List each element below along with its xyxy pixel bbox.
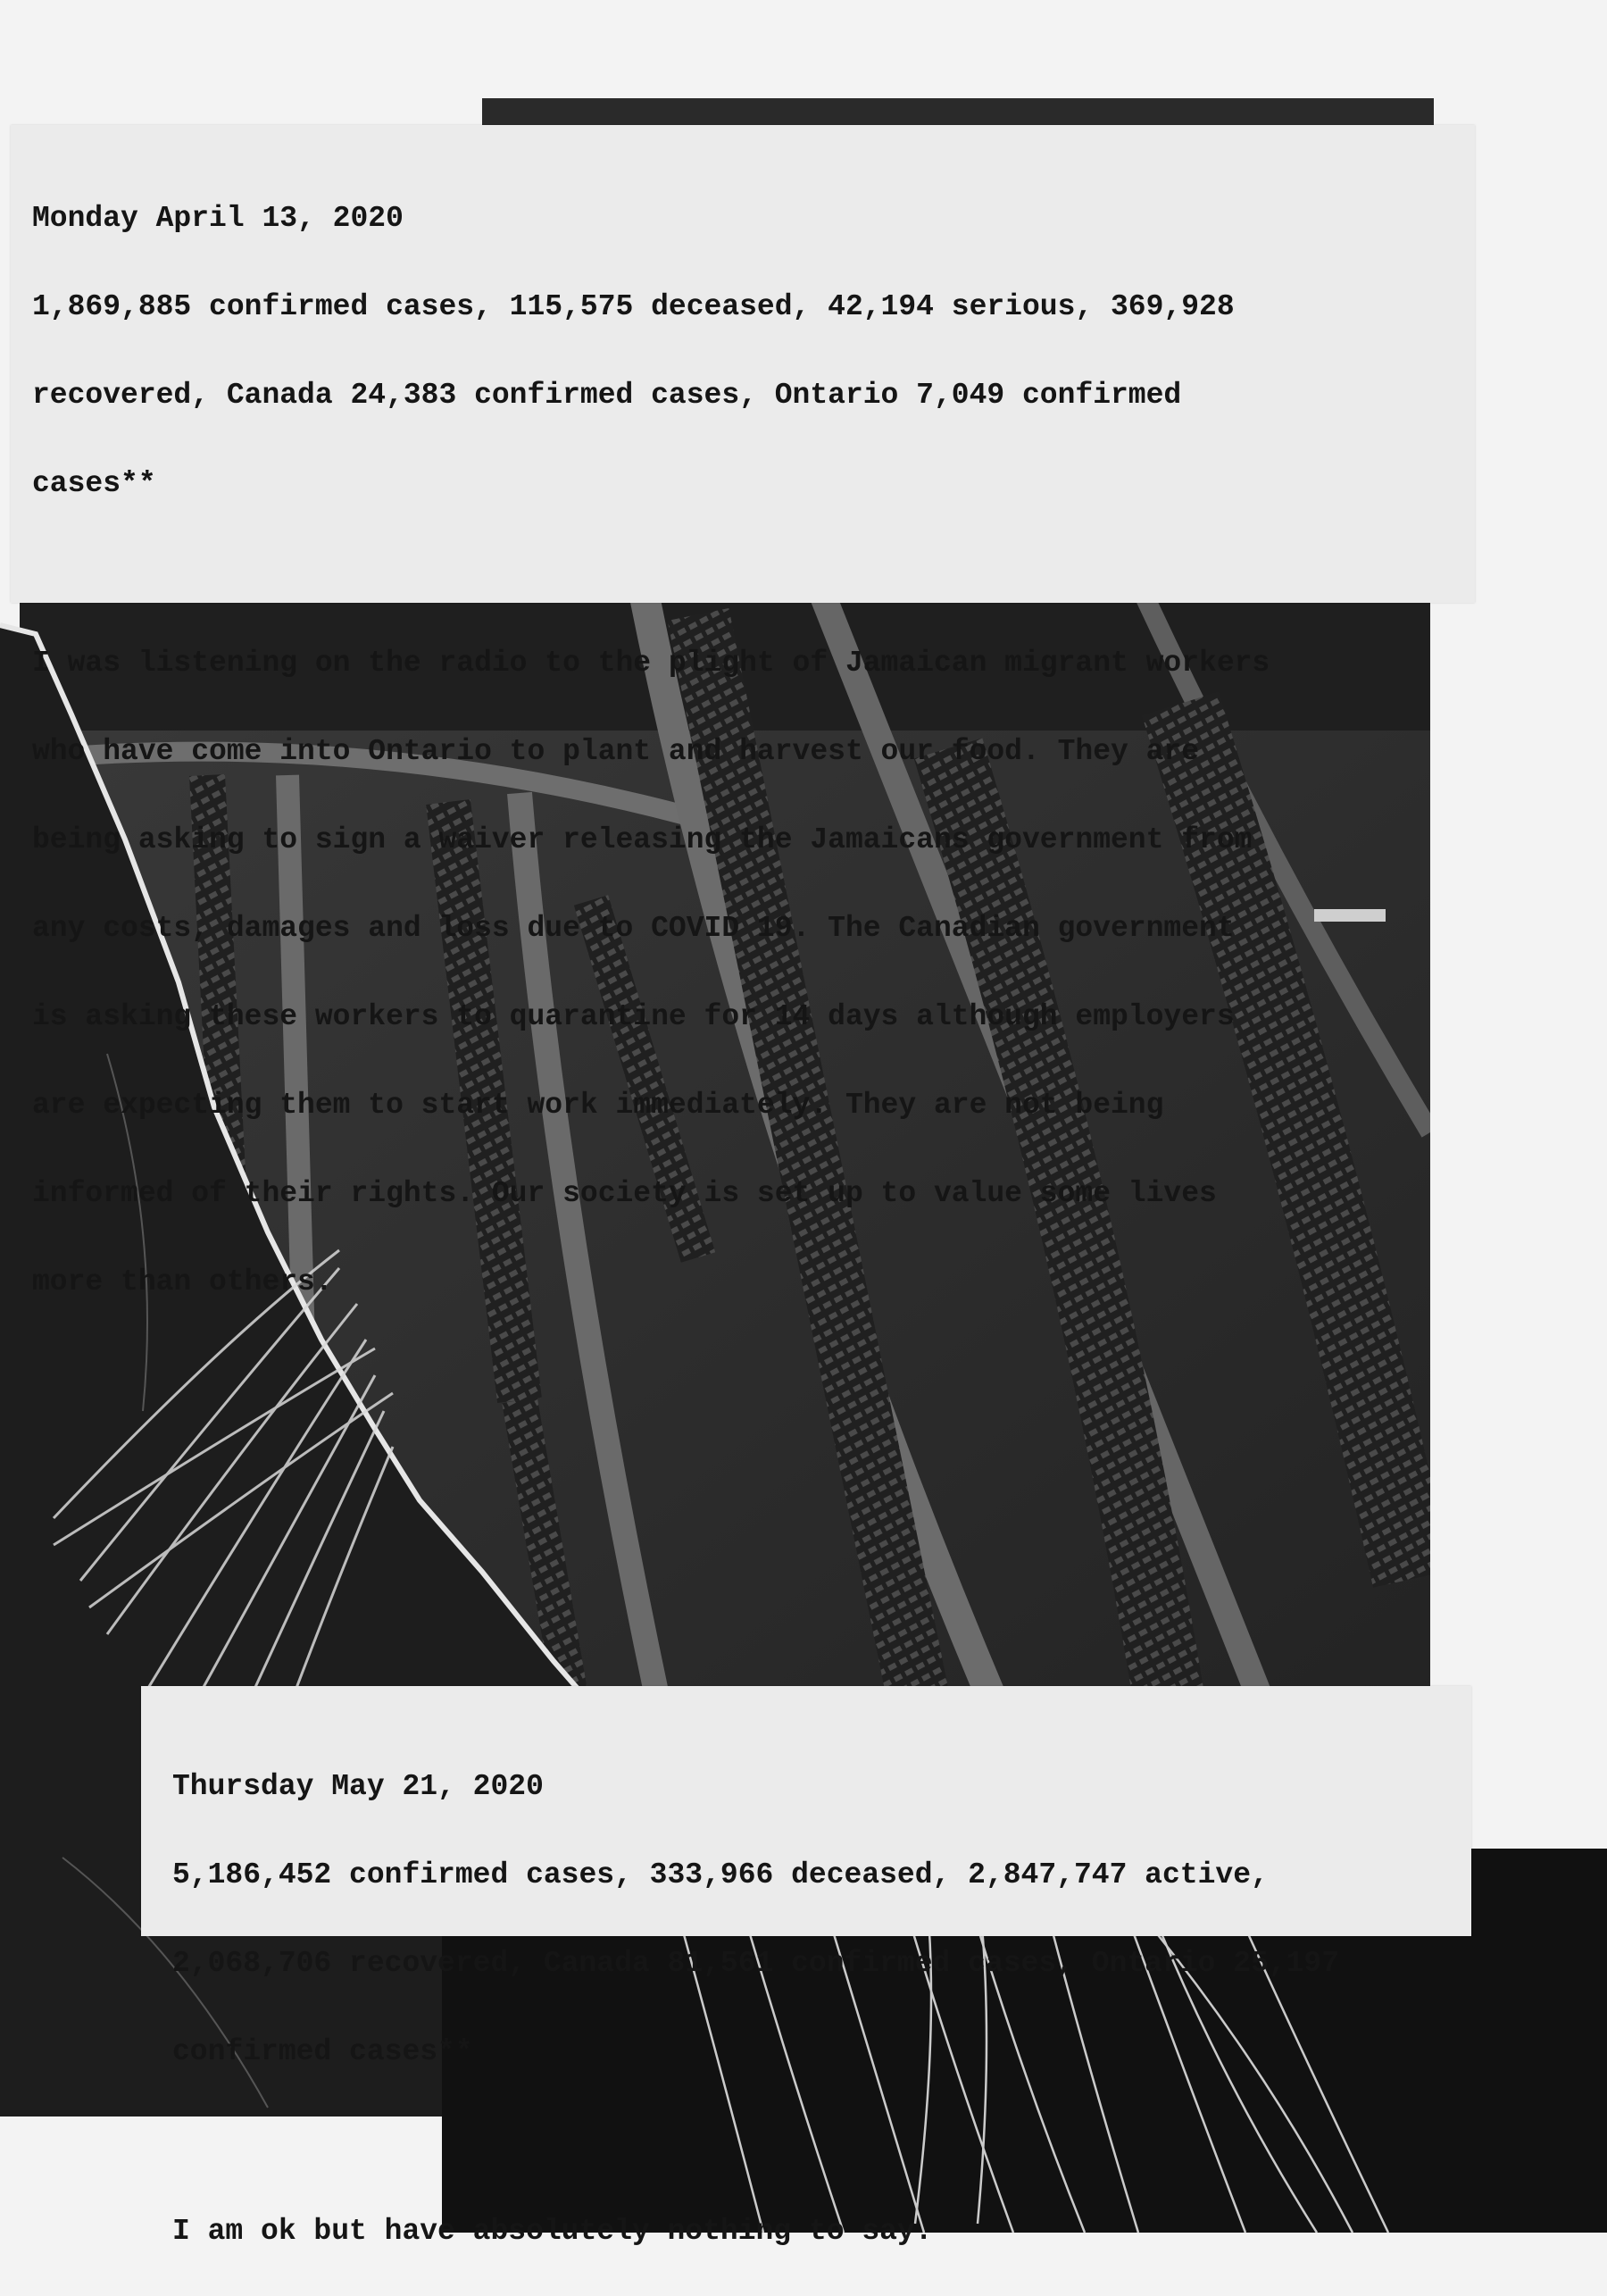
stats-line: 1,869,885 confirmed cases, 115,575 deceased, 42,194 serious, 369,928 — [32, 290, 1235, 323]
stats-line: cases** — [32, 467, 156, 500]
body-line: is asking these workers to quarantine for 14 days although employers — [32, 1000, 1235, 1033]
diary-entry-may-21 — [141, 1686, 1471, 2248]
body-line: I was listening on the radio to the plight of Jamaican migrant workers — [32, 647, 1270, 680]
body-line: being asking to sign a waiver releasing the Jamaicans government from — [32, 823, 1253, 856]
body-line: who have come into Ontario to plant and harvest our food. They are — [32, 735, 1200, 768]
body-line: any costs, damages and loss due to COVID 19. The Canadian government — [32, 912, 1235, 945]
entry-date: Monday April 13, 2020 — [32, 202, 404, 235]
stats-line: 5,186,452 confirmed cases, 333,966 deceased, 2,847,747 active, — [172, 1858, 1269, 1891]
stats-line: recovered, Canada 24,383 confirmed cases, Ontario 7,049 confirmed — [32, 379, 1182, 412]
body-line: are expecting them to start work immediately. They are not being — [32, 1089, 1164, 1122]
stats-line: 2,068,706 recovered, Canada 81,561 confirmed cases, Ontario 25,197 — [172, 1947, 1340, 1980]
entry-date: Thursday May 21, 2020 — [172, 1770, 544, 1803]
body-line: more than others. — [32, 1265, 333, 1298]
body-line: I am ok but have absolutely nothing to say. — [172, 2215, 933, 2248]
stats-line: confirmed cases** — [172, 2035, 473, 2068]
diary-entry-april-13 — [11, 125, 1475, 1298]
body-line: informed of their rights. Our society is set up to value some lives — [32, 1177, 1217, 1210]
